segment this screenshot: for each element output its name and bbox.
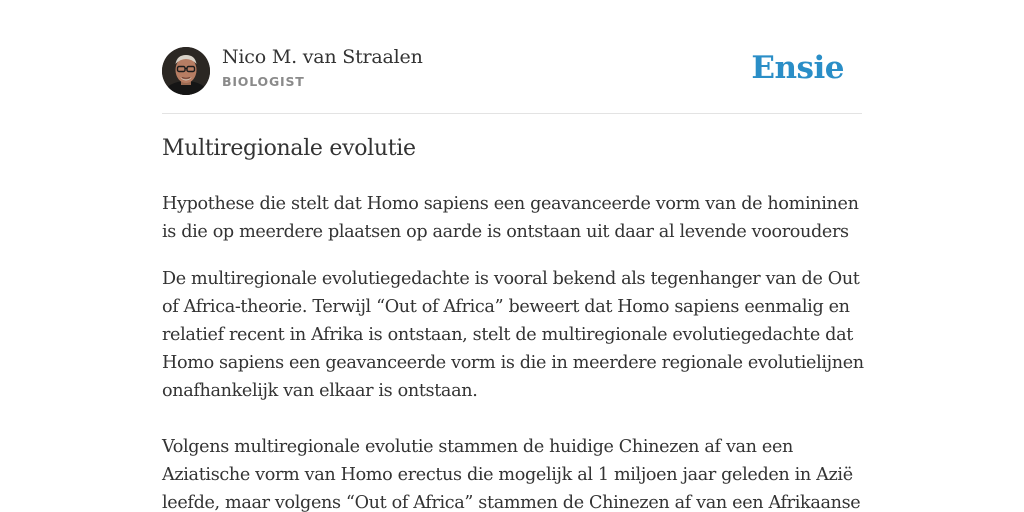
- author-avatar[interactable]: [162, 47, 210, 95]
- brand-logo[interactable]: Ensie: [751, 50, 844, 86]
- avatar-image: [162, 47, 210, 95]
- article-title: Multiregionale evolutie: [162, 136, 416, 161]
- header-divider: [162, 113, 862, 114]
- article-body: [162, 265, 867, 512]
- article-summary: Hypothese die stelt dat Homo sapiens een geavanceerde vorm van de homininen is die op meerdere plaatsen op aarde is ontstaan uit daar al levende voorouders: [162, 194, 859, 242]
- author-role: BIOLOGIST: [222, 74, 305, 89]
- body-paragraph: De multiregionale evolutiegedachte is vooral bekend als tegenhanger van de Out of Africa-theorie. Terwijl “Out of Africa” beweert dat Homo sapiens eenmalig en relatief recent in Afrika is ontstaan, stelt de multiregionale evolutiegedachte dat Homo sapiens een geavanceerde vorm is die in meerdere regionale evolutielijnen onafhankelijk van elkaar is ontstaan.: [162, 269, 864, 401]
- body-paragraph: Volgens multiregionale evolutie stammen de huidige Chinezen af van een Aziatische vorm van Homo erectus die mogelijk al 1 miljoen jaar geleden in Azië leefde, maar volgens “Out of Africa” stammen de Chinezen af van een Afrikaanse: [162, 437, 861, 512]
- author-name[interactable]: Nico M. van Straalen: [222, 46, 423, 68]
- article-header: [162, 46, 862, 96]
